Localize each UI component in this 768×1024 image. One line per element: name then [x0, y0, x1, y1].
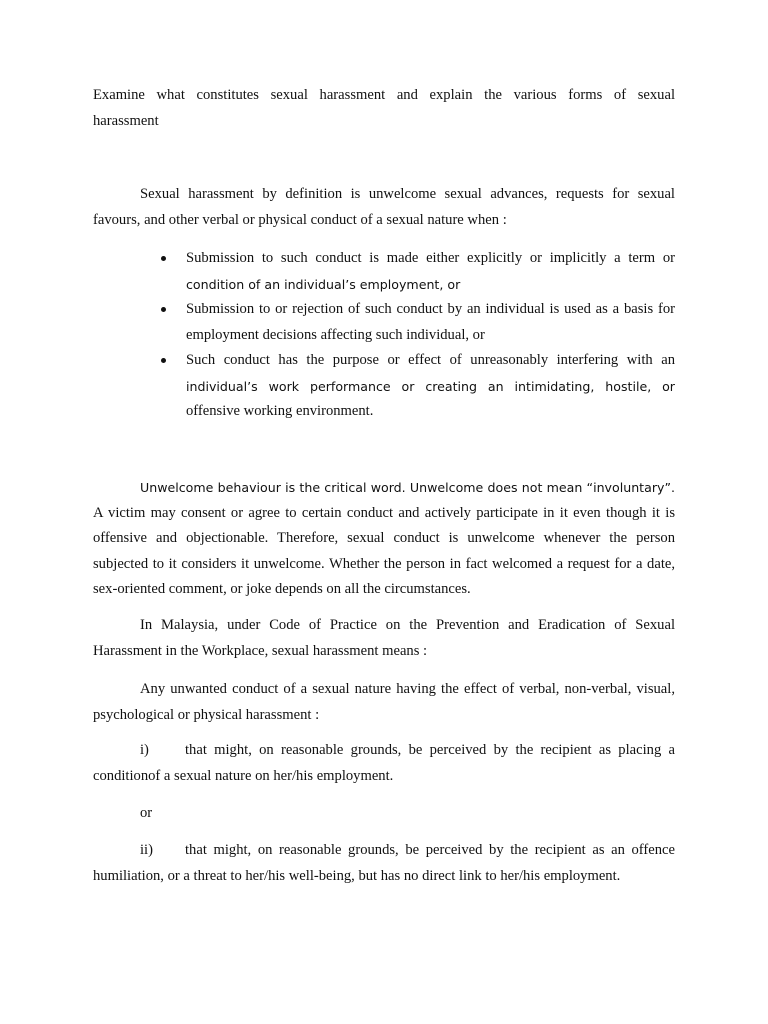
bullet-item-3-line1: Such conduct has the purpose or effect of unreasonably interfering with an	[186, 352, 675, 368]
bullet-item-1	[160, 246, 675, 297]
unwanted-conduct-paragraph: Any unwanted conduct of a sexual nature having the effect of verbal, non-verbal, visual, psychological or physical harassment :	[93, 681, 675, 723]
bullet-dot-icon	[161, 307, 166, 312]
bullet-dot-icon	[161, 256, 166, 261]
definition-item-i	[93, 738, 675, 789]
bullet-item-1-line1: Submission to such conduct is made either explicitly or implicitly a term or	[186, 250, 675, 266]
definition-bullet-list	[160, 246, 675, 425]
document-heading-line1: Examine what constitutes sexual harassment and explain the various forms of sexual	[93, 87, 675, 103]
item-ii-text: that might, on reasonable grounds, be perceived by the recipient as an offence humiliation, or a threat to her/his well-being, but has no direct link to her/his employment.	[93, 842, 675, 884]
bullet-item-2	[160, 297, 675, 348]
document-heading	[93, 83, 675, 134]
definition-item-ii	[93, 838, 675, 889]
bullet-item-3-line2: individual’s work performance or creating an intimidating, hostile, or	[186, 378, 675, 394]
bullet-dot-icon	[161, 358, 166, 363]
unwelcome-paragraph-body: A victim may consent or agree to certain conduct and actively participate in it even though it is offensive and objectionable. Therefore, sexual conduct is unwelcome whenever the person subjected to it considers it unwelcome. Whether the person in fact welcomed a request for a date, sex-oriented comment, or joke depends on all the circumstances.	[93, 504, 675, 597]
bullet-item-2-text: Submission to or rejection of such conduct by an individual is used as a basis for employment decisions affecting such individual, or	[186, 301, 675, 343]
document-heading-line2: harassment	[93, 112, 159, 129]
bullet-item-3-line3: offensive working environment.	[186, 403, 374, 419]
item-i-text: that might, on reasonable grounds, be perceived by the recipient as placing a conditionof a sexual nature on her/his employment.	[93, 742, 675, 784]
or-connector: or	[140, 805, 153, 821]
bullet-item-1-line2: condition of an individual’s employment, or	[186, 276, 461, 292]
unwelcome-lead-sentence: Unwelcome behaviour is the critical word. Unwelcome does not mean “involuntary”.	[140, 480, 675, 495]
malaysia-paragraph: In Malaysia, under Code of Practice on the Prevention and Eradication of Sexual Harassment in the Workplace, sexual harassment means :	[93, 617, 675, 659]
item-ii-marker: ii)	[140, 842, 153, 858]
bullet-item-3	[160, 348, 675, 425]
definition-paragraph: Sexual harassment by definition is unwelcome sexual advances, requests for sexual favours, and other verbal or physical conduct of a sexual nature when :	[93, 186, 675, 228]
unwelcome-paragraph	[93, 475, 675, 603]
item-i-marker: i)	[140, 742, 149, 758]
